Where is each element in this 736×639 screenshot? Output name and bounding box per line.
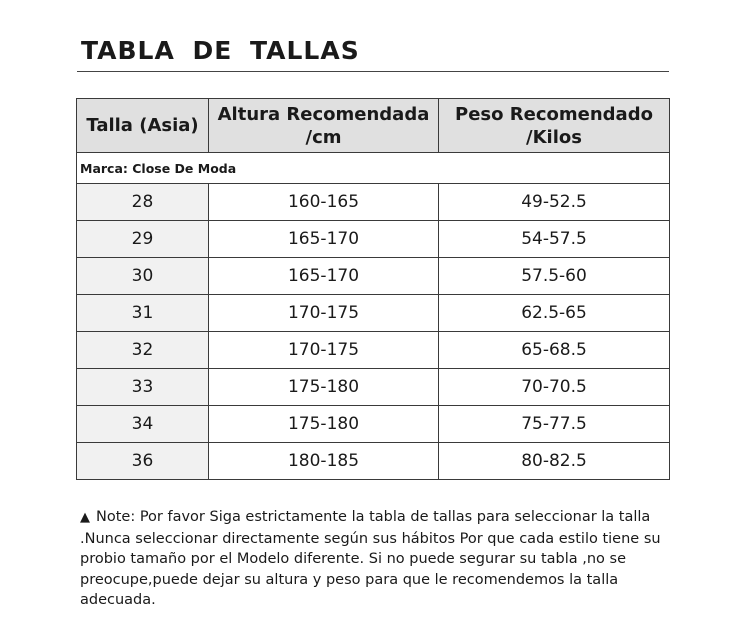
- cell-altura: 165-170: [209, 258, 439, 295]
- cell-peso: 80-82.5: [439, 443, 670, 480]
- cell-altura: 170-175: [209, 332, 439, 369]
- cell-peso: 57.5-60: [439, 258, 670, 295]
- cell-altura: 175-180: [209, 406, 439, 443]
- header-altura-line2: /cm: [305, 126, 342, 148]
- cell-altura: 160-165: [209, 184, 439, 221]
- header-altura: [209, 99, 439, 153]
- header-peso-line2: /Kilos: [526, 126, 582, 148]
- cell-talla: 34: [77, 406, 209, 443]
- cell-peso: 65-68.5: [439, 332, 670, 369]
- note-text: Note: Por favor Siga estrictamente la tabla de tallas para seleccionar la talla .Nunca seleccionar directamente según sus hábitos Por que cada estilo tiene su probio tamaño por el Modelo diferente. Si no puede segurar su tabla ,no se preocupe,puede dejar su altura y peso para que le recomendemos la talla adecuada.: [80, 509, 661, 608]
- triangle-icon: ▲: [80, 510, 90, 525]
- cell-peso: 62.5-65: [439, 295, 670, 332]
- cell-talla: 33: [77, 369, 209, 406]
- cell-peso: 75-77.5: [439, 406, 670, 443]
- title-divider: [77, 71, 669, 72]
- table-row: [77, 443, 670, 480]
- cell-peso: 70-70.5: [439, 369, 670, 406]
- header-talla: Talla (Asia): [77, 99, 209, 153]
- cell-talla: 28: [77, 184, 209, 221]
- size-table: [76, 98, 670, 480]
- cell-talla: 36: [77, 443, 209, 480]
- page-title: TABLA DE TALLAS: [81, 36, 360, 65]
- cell-altura: 165-170: [209, 221, 439, 258]
- table-row: [77, 295, 670, 332]
- table-row: [77, 258, 670, 295]
- cell-altura: 180-185: [209, 443, 439, 480]
- cell-talla: 30: [77, 258, 209, 295]
- cell-altura: 170-175: [209, 295, 439, 332]
- table-row: [77, 406, 670, 443]
- cell-talla: 32: [77, 332, 209, 369]
- brand-label: Marca: Close De Moda: [77, 153, 670, 184]
- cell-talla: 31: [77, 295, 209, 332]
- size-note: [80, 507, 680, 611]
- table-row: [77, 332, 670, 369]
- table-row: [77, 221, 670, 258]
- header-peso-line1: Peso Recomendado: [455, 103, 653, 125]
- table-header-row: [77, 99, 670, 153]
- brand-row: [77, 153, 670, 184]
- cell-talla: 29: [77, 221, 209, 258]
- cell-peso: 49-52.5: [439, 184, 670, 221]
- table-row: [77, 184, 670, 221]
- header-peso: [439, 99, 670, 153]
- cell-altura: 175-180: [209, 369, 439, 406]
- table-row: [77, 369, 670, 406]
- cell-peso: 54-57.5: [439, 221, 670, 258]
- header-altura-line1: Altura Recomendada: [217, 103, 430, 125]
